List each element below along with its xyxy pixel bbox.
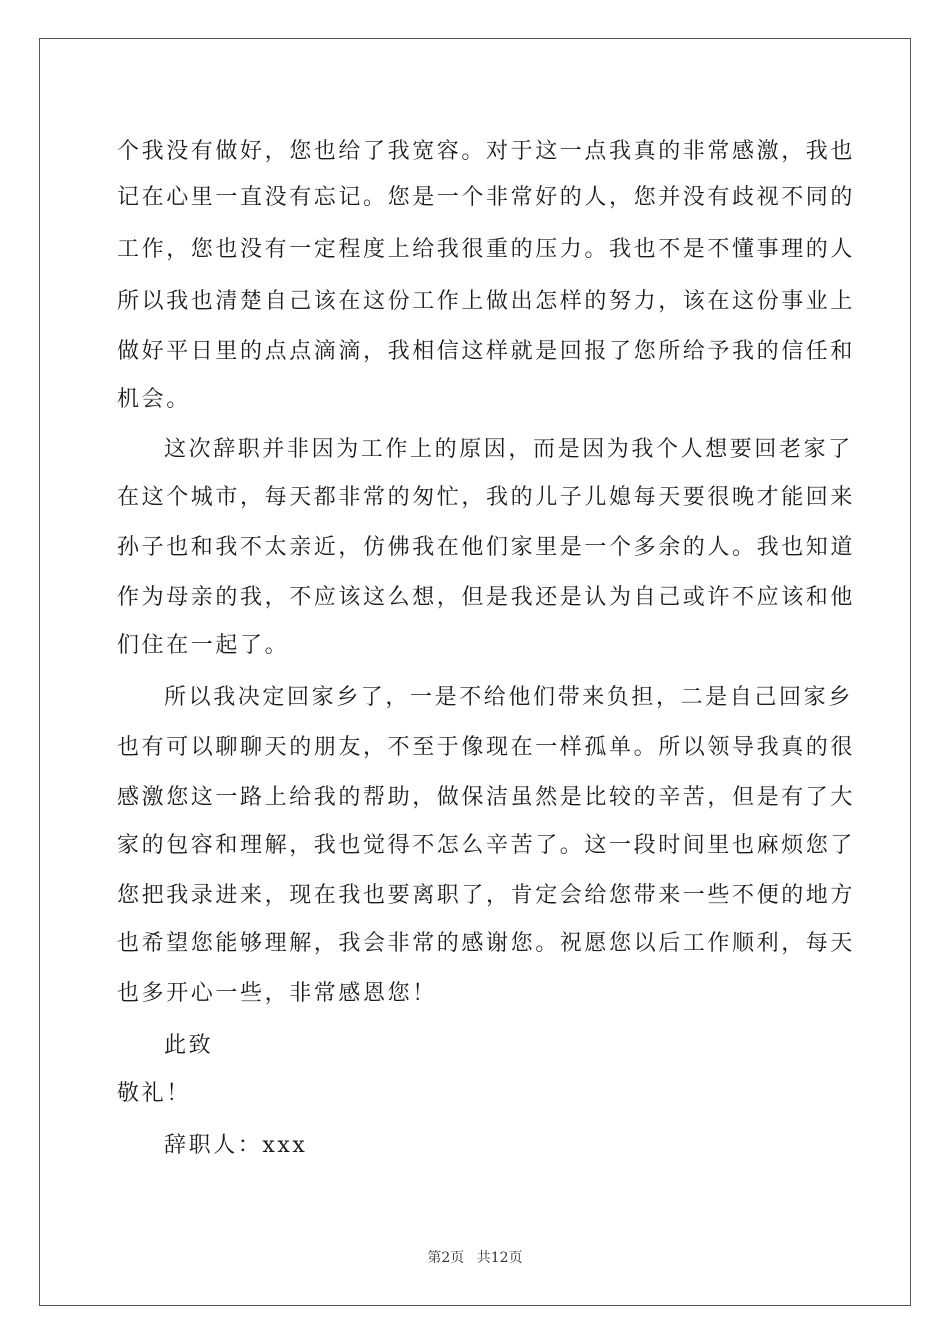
body-line: 在这个城市，每天都非常的匆忙，我的儿子儿媳每天要很晚才能回来: [117, 485, 856, 510]
page-total: 共12页: [476, 1250, 523, 1266]
body-line: 孙子也和我不太亲近，仿佛我在他们家里是一个多余的人。我也知道: [117, 535, 856, 560]
body-line: 所以我也清楚自己该在这份工作上做出怎样的努力，该在这份事业上: [117, 289, 856, 314]
body-line: 个我没有做好，您也给了我宽容。对于这一点我真的非常感激，我也: [117, 139, 856, 164]
body-line: 工作，您也没有一定程度上给我很重的压力。我也不是不懂事理的人: [117, 237, 856, 262]
body-line: 做好平日里的点点滴滴，我相信这样就是回报了您所给予我的信任和: [117, 339, 856, 364]
signature-line: 辞职人：xxx: [164, 1133, 308, 1158]
body-line: 这次辞职并非因为工作上的原因，而是因为我个人想要回老家了: [164, 437, 853, 462]
page-number: 第2页: [427, 1250, 465, 1266]
closing-regards: 敬礼！: [117, 1081, 191, 1106]
page-border: [39, 38, 911, 1306]
page-footer: [0, 1247, 950, 1267]
body-line: 家的包容和理解，我也觉得不怎么辛苦了。这一段时间里也麻烦您了: [117, 833, 856, 858]
body-line: 也多开心一些，非常感恩您！: [117, 981, 437, 1006]
body-line: 您把我录进来，现在我也要离职了，肯定会给您带来一些不便的地方: [117, 883, 856, 908]
body-line: 机会。: [117, 387, 191, 412]
closing-salutation: 此致: [164, 1033, 214, 1058]
body-line: 感激您这一路上给我的帮助，做保洁虽然是比较的辛苦，但是有了大: [117, 785, 856, 810]
body-line: 记在心里一直没有忘记。您是一个非常好的人，您并没有歧视不同的: [117, 185, 856, 210]
body-line: 们住在一起了。: [117, 633, 290, 658]
body-line: 作为母亲的我，不应该这么想，但是我还是认为自己或许不应该和他: [117, 585, 856, 610]
body-line: 所以我决定回家乡了，一是不给他们带来负担，二是自己回家乡: [164, 685, 853, 710]
body-line: 也有可以聊聊天的朋友，不至于像现在一样孤单。所以领导我真的很: [117, 735, 856, 760]
body-line: 也希望您能够理解，我会非常的感谢您。祝愿您以后工作顺利，每天: [117, 931, 856, 956]
